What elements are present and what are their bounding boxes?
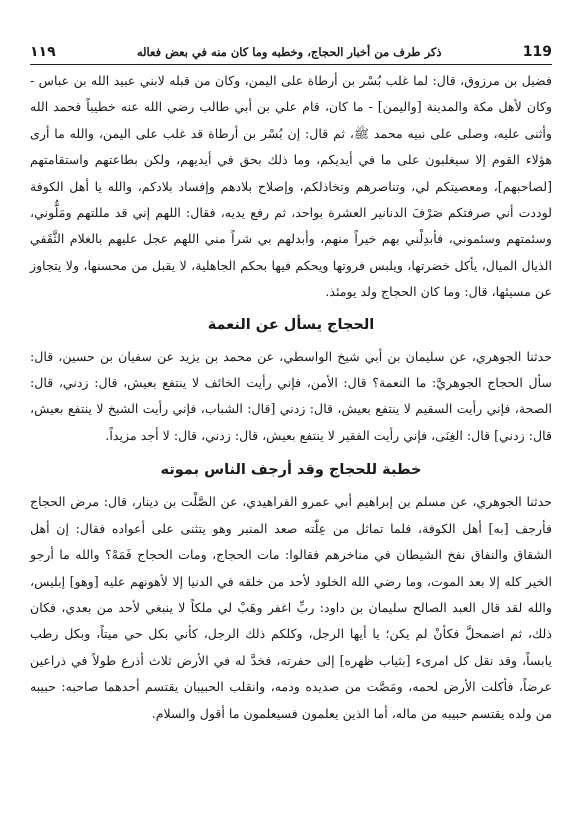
paragraph-3: حدثنا الجوهري، عن مسلم بن إبراهيم أبي عمرو الفراهيدي، عن الصَّلْت بن دينار، قال: مرض الحجاج فأرجف [به] أهل الكوفة، فلما تماثل من عِلّته صعد المنبر وهو يتثنى على أعواده فقال: إن أهل الشقاق والنفاق نفخ الشيطان في مناخرهم فقالوا: مات الحجاج، ومات الحجاج فَمَهْ؟ والله ما أرجو الخير كله إلا بعد الموت، وما رضي الله الخلود لأحد من خلقه في الدنيا إلا لأهونهم عليه [وهو] إبليس، والله لقد قال العبد الصالح سليمان بن داود: ربِّ اغفر وهَبْ لي ملكاً لا ينبغي لأحد من بعدي، فكان ذلك، ثم اضمحلَّ فكأنْ لم يكن؛ يا أيها الرجل، وكلكم ذلك الرجل، كأني بكل حي ميتاً، وبكل رطب يابساً، وقد نقل كل امرىء [بثياب ظهره] إلى حفرته، فخدَّ له في الأرض ثلاث أذرع طولاً في ذراعين عرضاً، فأكلت الأرض لحمه، ومَصَّت من صديده ودمه، وانقلب الحبيبان يقتسم أحدهما صاحبه: حبيبه من ولده يقتسم حبيبه من ماله، أما الذين يعلمون فسيعلمون ما أقول والسلام. [30,494,552,721]
header-rule [30,64,552,65]
page-number-arabic: ١١٩ [30,44,56,60]
page-number-latin: 119 [522,44,552,60]
page-header [30,40,552,64]
paragraph-2: حدثنا الجوهري، عن سليمان بن أبي شيخ الواسطي، عن محمد بن يزيد عن سفيان بن حسين، قال: سأل الحجاج الجوهريَّ: ما النعمة؟ قال: الأمن، فإني رأيت الخائف لا ينتفع بعيش، قال: زدني، قال: الصحة، فإني رأيت السقيم لا ينتفع بعيش، قال: زدني [قال: الشباب، فإني رأيت الشيخ لا ينتفع بعيش، قال: زدني] قال: الغِنَى، فإني رأيت الفقير لا ينتفع بعيش، قال: زدني، قال: لا أجد مزيداً. [30,348,552,443]
section-heading-2: خطبة للحجاج وقد أرجف الناس بموته [160,462,422,479]
running-title: ذكر طرف من أخبار الحجاج، وخطبه وما كان منه في بعض فعاله [136,45,442,59]
page-body [30,68,552,727]
paragraph-1: فضيل بن مرزوق، قال: لما غلب بُسْر بن أرطاة على اليمن، وكان من قبله لابني عبيد الله بن عباس - وكان لأهل مكة والمدينة [واليمن] - ما كان، قام علي بن أبي طالب رضي الله عنه خطيباً فحمد الله وأثنى عليه، وصلى على نبيه محمد ﷺ، ثم قال: إن بُسْر بن أرطاة قد غلب على اليمن، والله ما أرى هؤلاء القوم إلا سيغلبون على ما في أيديكم، وما ذلك بحق في أيديهم، ولكن بطاعتهم واستقامتهم [لصاحبهم]، ومعصيتكم لي، وتناصرهم وتخاذلكم، وإصلاح بلادهم وإفساد بلادكم، والله يا أهل الكوفة لوددت أني صرفتكم صَرْفَ الدنانير العشرة بواحد، ثم رفع يديه، فقال: اللهم إني قد مللتهم ومَلُّوني، وسئمتهم وسئموني، فأبدِلْني بهم خيراً منهم، وأبدلهم بي شراً مني اللهم عجل عليهم بالغلام الثَّقَفي الذيال الميال، يأكل خضرتها، ويلبس فروتها ويحكم فيها بحكم الجاهلية، لا يقبل من محسنها، ولا يتجاوز عن مسيئها، قال: وما كان الحجاج ولد يومئذ. [30,73,552,300]
section-heading-1: الحجاج يسأل عن النعمة [207,316,375,333]
